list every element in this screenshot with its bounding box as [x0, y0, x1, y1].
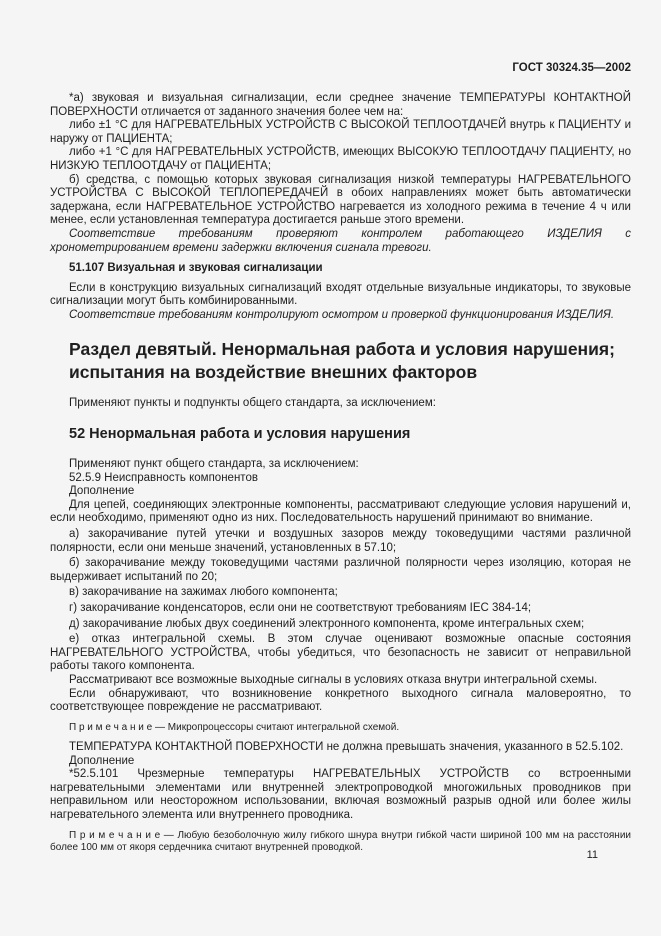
paragraph-unlikely-signal: Если обнаруживают, что возникновение конкретного выходного сигнала маловероятно, то соответствующее повреждение не рассматривают.: [50, 687, 631, 714]
doc-number: ГОСТ 30324.35—2002: [512, 62, 631, 74]
list-item-g: г) закорачивание конденсаторов, если они не соответствуют требованиям IEC 384-14;: [69, 602, 532, 615]
paragraph-addition: Дополнение: [69, 485, 135, 498]
list-item-a: а) закорачивание путей утечки и воздушных зазоров между токоведущими частями различной полярности, если они меньше значений, установленных в 57.10;: [50, 528, 631, 554]
note-microprocessors: П р и м е ч а н и е — Микропроцессоры считают интегральной схемой.: [69, 721, 400, 733]
paragraph-alarm-a: *а) звуковая и визуальная сигнализации, если среднее значение ТЕМПЕРАТУРЫ КОНТАКТНОЙ ПОВЕРХНОСТИ отличается от заданного значения более чем на:: [50, 92, 631, 118]
subclause-heading-51-107: 51.107 Визуальная и звуковая сигнализации: [69, 262, 323, 275]
page-number: 11: [586, 849, 598, 861]
list-item-e: е) отказ интегральной схемы. В этом случае оценивают возможные опасные состояния НАГРЕВАТЕЛЬНОГО УСТРОЙСТВА, чтобы убедиться, что безопасность не зависит от неправильной работы такого компонента.: [50, 633, 631, 673]
paragraph-alarm-b: б) средства, с помощью которых звуковая сигнализация низкой температуры НАГРЕВАТЕЛЬНОГО УСТРОЙСТВА С ВЫСОКОЙ ТЕПЛОПЕРЕДАЧЕЙ в обоих направлениях может быть автоматически задержана, если НАГРЕВАТЕЛЬНОЕ УСТРОЙСТВО нагревается из холодного режима в течение 4 ч или менее, если установленная температура достигается раньше этого времени.: [50, 173, 631, 227]
paragraph-either-plusminus-1: либо ±1 °С для НАГРЕВАТЕЛЬНЫХ УСТРОЙСТВ С ВЫСОКОЙ ТЕПЛООТДАЧЕЙ внутрь к ПАЦИЕНТУ и наружу от ПАЦИЕНТА;: [50, 119, 631, 145]
paragraph-apply-clause: Применяют пункт общего стандарта, за исключением:: [69, 458, 359, 471]
paragraph-circuits-intro: Для цепей, соединяющих электронные компоненты, рассматривают следующие условия нарушений и, если необходимо, применяют одно из них. Последовательность нарушений принимают во внимание.: [50, 498, 631, 525]
section-nine-heading: Раздел девятый. Ненормальная работа и условия нарушения; испытания на воздействие внешних факторов: [69, 338, 615, 382]
paragraph-output-signals: Рассматривают все возможные выходные сигналы в условиях отказа внутри интегральной схемы.: [69, 674, 598, 686]
clause-52-heading: 52 Ненормальная работа и условия нарушения: [69, 426, 411, 443]
paragraph-52-5-9: 52.5.9 Неисправность компонентов: [69, 471, 258, 484]
paragraph-contact-surface-temp: ТЕМПЕРАТУРА КОНТАКТНОЙ ПОВЕРХНОСТИ не должна превышать значения, указанного в 52.5.102.: [69, 740, 624, 753]
list-item-b: б) закорачивание между токоведущими частями различной полярности через изоляцию, которая не выдерживает испытаний по 20;: [50, 557, 631, 583]
paragraph-52-5-101: *52.5.101 Чрезмерные температуры НАГРЕВАТЕЛЬНЫХ УСТРОЙСТВ со встроенными нагревательными элементами или внутренней электропроводкой многожильных проводников при неправильном или неосторожном использовании, включая возможный разрыв одной или более жилы нагревательного элемента или внутреннего проводника.: [50, 768, 631, 821]
compliance-check-paragraph: Соответствие требованиям контролируют осмотром и проверкой функционирования ИЗДЕЛИЯ.: [69, 308, 615, 321]
list-item-d: д) закорачивание любых двух соединений электронного компонента, кроме интегральных схем;: [69, 617, 585, 630]
paragraph-visual-indicators: Если в конструкцию визуальных сигнализаций входят отдельные визуальные индикаторы, то звуковые сигнализации могут быть комбинированными.: [50, 281, 631, 308]
compliance-check-paragraph: Соответствие требованиям проверяют контролем работающего ИЗДЕЛИЯ с хронометрированием времени задержки включения сигнала тревоги.: [50, 227, 631, 254]
paragraph-addition: Дополнение: [69, 754, 135, 767]
list-item-v: в) закорачивание на зажимах любого компонента;: [69, 586, 338, 599]
paragraph-apply-clauses: Применяют пункты и подпункты общего стандарта, за исключением:: [69, 396, 436, 409]
note-flexible-cord: П р и м е ч а н и е — Любую безоболочную жилу гибкого шнура внутри гибкой части шириной 100 мм на расстоянии более 100 мм от якоря сердечника считают внутренней проводкой.: [50, 829, 631, 853]
paragraph-either-plus-1: либо +1 °С для НАГРЕВАТЕЛЬНЫХ УСТРОЙСТВ, имеющих ВЫСОКУЮ ТЕПЛООТДАЧУ ПАЦИЕНТУ, но НИЗКУЮ ТЕПЛООТДАЧУ от ПАЦИЕНТА;: [50, 146, 631, 172]
